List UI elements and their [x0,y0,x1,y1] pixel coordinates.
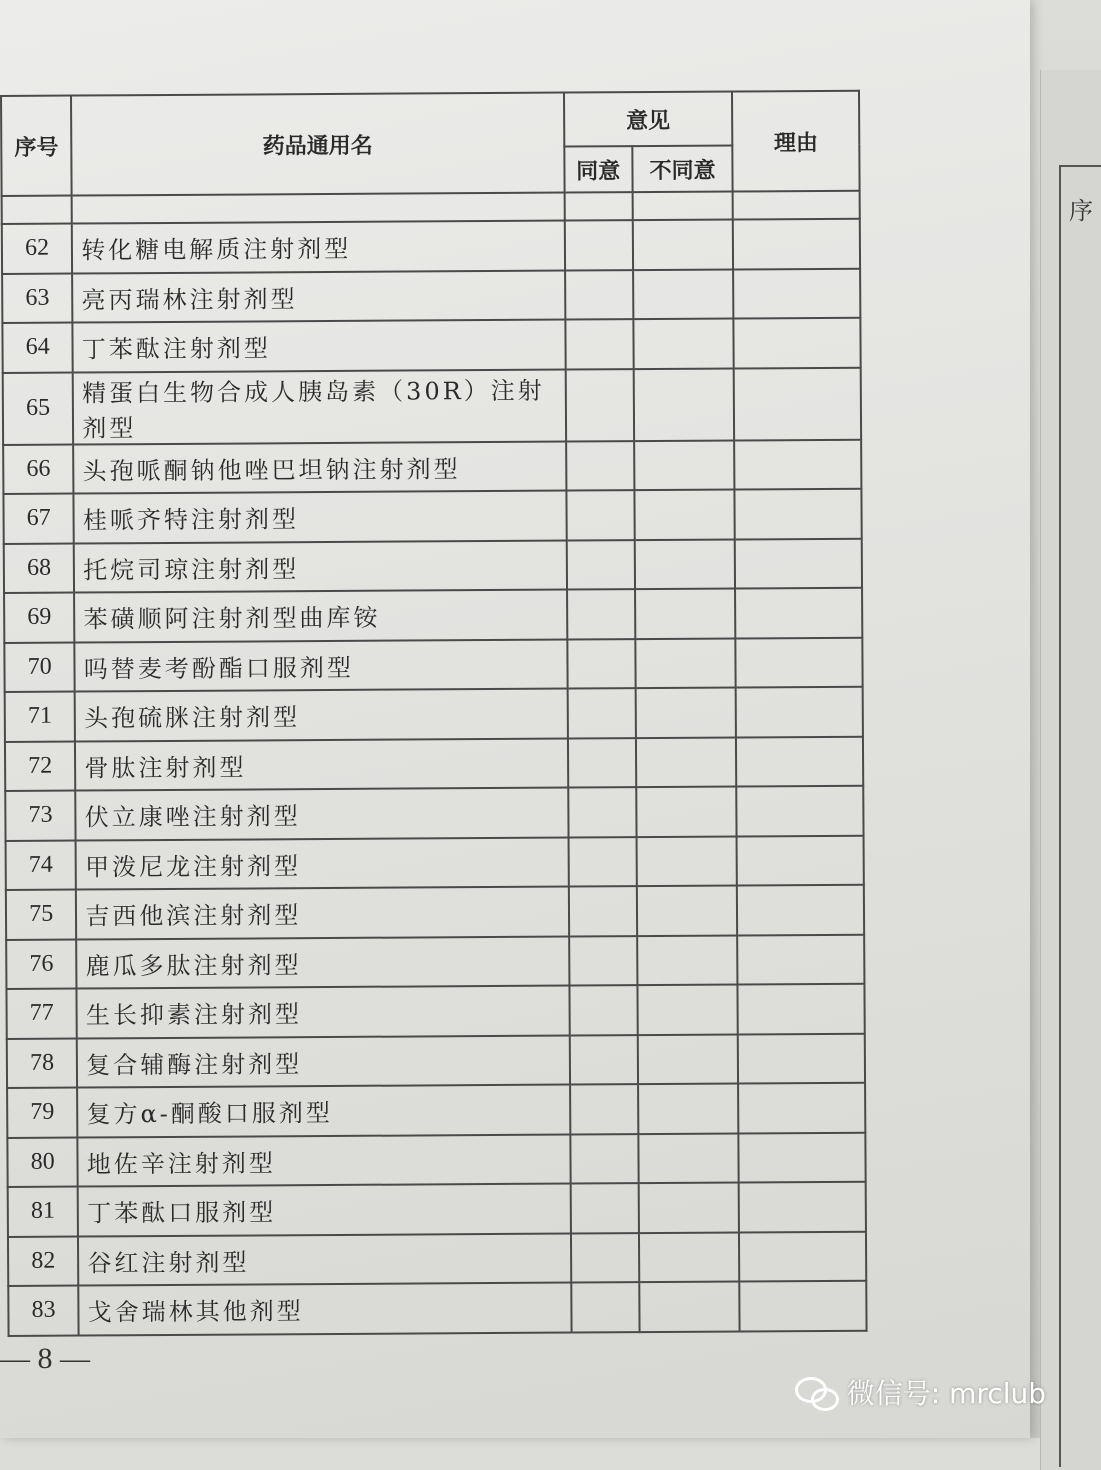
reason-cell[interactable] [733,268,860,318]
table-row [6,984,864,1039]
table-row [5,687,863,742]
drug-name: 丁苯酞注射剂型 [73,320,566,373]
disagree-cell[interactable] [637,886,738,936]
row-number: 69 [4,593,75,643]
disagree-cell[interactable] [638,1084,739,1134]
row-number: 68 [4,543,75,593]
reason-cell[interactable] [735,538,862,588]
agree-cell[interactable] [565,319,634,369]
table-row [3,439,861,494]
row-number: 77 [6,989,77,1039]
reason-cell[interactable] [736,736,863,786]
disagree-cell[interactable] [639,1282,740,1332]
page-number: — 8 — [0,1342,90,1375]
table-row [2,318,860,373]
disagree-cell[interactable] [634,490,735,540]
row-number: 80 [7,1137,78,1187]
reason-cell[interactable] [737,885,864,935]
row-number: 74 [6,840,77,890]
drug-name: 生长抑素注射剂型 [77,986,570,1039]
disagree-cell[interactable] [636,688,737,738]
disagree-cell[interactable] [633,319,734,369]
header-drug-name: 药品通用名 [71,93,564,196]
drug-name: 吗替麦考酚酯口服剂型 [75,639,568,692]
disagree-cell[interactable] [634,368,735,441]
drug-opinion-table [0,90,868,1337]
agree-cell[interactable] [567,589,636,639]
drug-name: 地佐辛注射剂型 [78,1134,571,1187]
watermark-text: 微信号: mrclub [846,1377,1046,1410]
disagree-cell[interactable] [635,638,736,688]
agree-cell[interactable] [570,1084,639,1134]
row-number: 63 [2,273,73,323]
row-number: 62 [2,224,73,274]
header-disagree: 不同意 [632,146,733,193]
table-row [5,736,863,791]
table-row [2,219,860,274]
next-page-fragment-text: 序 [1069,197,1093,225]
drug-name: 甲泼尼龙注射剂型 [76,837,569,890]
reason-cell[interactable] [737,835,864,885]
drug-name: 头孢硫脒注射剂型 [75,689,568,742]
reason-cell[interactable] [737,786,864,836]
agree-cell[interactable] [571,1282,640,1332]
disagree-cell[interactable] [634,440,735,490]
next-page-edge [1040,70,1101,1470]
agree-cell[interactable] [568,738,637,788]
wechat-icon [795,1375,837,1409]
agree-cell[interactable] [568,886,637,936]
drug-name: 头孢哌酮钠他唑巴坦钠注射剂型 [73,441,566,494]
row-number: 65 [3,372,74,444]
table-row [3,367,861,444]
row-number: 82 [8,1236,79,1286]
row-number: 83 [8,1286,79,1336]
wechat-watermark [795,1372,1046,1412]
reason-cell[interactable] [739,1132,866,1182]
row-number: 79 [7,1088,78,1138]
agree-cell[interactable] [570,1183,639,1233]
table-row [8,1281,866,1336]
table-row [6,885,864,940]
drug-name: 吉西他滨注射剂型 [76,887,569,940]
table-row [3,489,861,544]
agree-cell[interactable] [569,1035,638,1085]
disagree-cell[interactable] [635,589,736,639]
drug-name: 丁苯酞口服剂型 [78,1184,571,1237]
header-opinion: 意见 [564,92,733,147]
table-row [8,1231,866,1286]
reason-cell[interactable] [733,219,860,269]
disagree-cell[interactable] [635,539,736,589]
drug-name: 苯磺顺阿注射剂型曲库铵 [74,590,567,643]
agree-cell[interactable] [570,1134,639,1184]
table-row [4,538,862,593]
agree-cell[interactable] [566,441,635,491]
header-reason: 理由 [732,91,859,192]
header-index: 序号 [1,96,72,196]
row-number: 73 [5,791,76,841]
reason-cell[interactable] [740,1281,867,1331]
agree-cell[interactable] [566,490,635,540]
agree-cell[interactable] [568,837,637,887]
reason-cell[interactable] [738,984,865,1034]
drug-name: 桂哌齐特注射剂型 [74,491,567,544]
disagree-cell[interactable] [637,935,738,985]
row-number: 72 [5,741,76,791]
drug-name: 伏立康唑注射剂型 [76,788,569,841]
reason-cell[interactable] [738,1083,865,1133]
disagree-cell[interactable] [639,1183,740,1233]
agree-cell[interactable] [564,220,633,270]
disagree-cell[interactable] [633,220,734,270]
agree-cell[interactable] [567,639,636,689]
agree-cell[interactable] [567,688,636,738]
disagree-cell[interactable] [637,985,738,1035]
disagree-cell[interactable] [638,1133,739,1183]
drug-name: 亮丙瑞林注射剂型 [72,270,565,323]
disagree-cell[interactable] [639,1232,740,1282]
reason-cell[interactable] [735,588,862,638]
agree-cell[interactable] [566,540,635,590]
agree-cell[interactable] [565,369,634,441]
row-number: 81 [8,1187,79,1237]
agree-cell[interactable] [571,1233,640,1283]
table-row [4,588,862,643]
table-row [2,268,860,323]
row-number: 66 [3,444,74,494]
reason-cell[interactable] [736,687,863,737]
reason-cell[interactable] [739,1182,866,1232]
agree-cell[interactable] [568,787,637,837]
header-agree: 同意 [564,146,633,192]
table-row [8,1182,866,1237]
drug-name: 转化糖电解质注射剂型 [72,221,565,274]
reason-cell[interactable] [738,1033,865,1083]
reason-cell[interactable] [736,637,863,687]
reason-cell[interactable] [734,318,861,368]
reason-cell[interactable] [739,1231,866,1281]
row-number: 78 [7,1038,78,1088]
table-row [6,835,864,890]
drug-name: 托烷司琼注射剂型 [74,540,567,593]
table-row [4,637,862,692]
agree-cell[interactable] [565,270,634,320]
row-number: 75 [6,890,77,940]
row-number: 67 [3,494,74,544]
drug-name: 鹿瓜多肽注射剂型 [76,936,569,989]
reason-cell[interactable] [734,439,861,489]
drug-name: 谷红注射剂型 [78,1233,571,1286]
disagree-cell[interactable] [633,269,734,319]
drug-opinion-table-wrapper [0,90,888,1337]
row-number: 76 [6,939,77,989]
table-row [7,1132,865,1187]
row-number: 71 [5,692,76,742]
row-number: 64 [2,323,73,373]
reason-cell[interactable] [734,367,861,440]
drug-name: 复方α-酮酸口服剂型 [77,1085,570,1138]
disagree-cell[interactable] [636,836,737,886]
agree-cell[interactable] [569,985,638,1035]
disagree-cell[interactable] [638,1034,739,1084]
agree-cell[interactable] [569,936,638,986]
table-row [7,1083,865,1138]
drug-name: 骨肽注射剂型 [75,738,568,791]
table-row [6,934,864,989]
disagree-cell[interactable] [636,737,737,787]
drug-name: 戈舍瑞林其他剂型 [79,1283,572,1336]
disagree-cell[interactable] [636,787,737,837]
table-row [5,786,863,841]
drug-name: 复合辅酶注射剂型 [77,1035,570,1088]
reason-cell[interactable] [738,934,865,984]
reason-cell[interactable] [735,489,862,539]
row-number: 70 [4,642,75,692]
table-row [7,1033,865,1088]
drug-name: 精蛋白生物合成人胰岛素（30R）注射剂型 [73,369,566,444]
